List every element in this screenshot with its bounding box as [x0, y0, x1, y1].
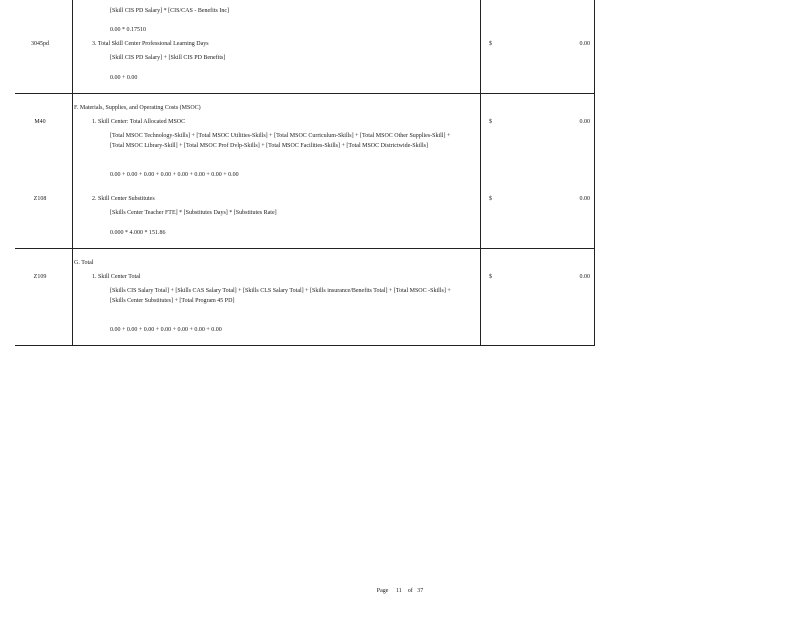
item-values: 0.00 + 0.00 + 0.00 + 0.00 + 0.00 + 0.00 + 0.00: [110, 327, 222, 333]
row-code: 3045pd: [31, 41, 49, 47]
item-formula: [Skill CIS PD Salary] + [Skill CIS PD Benefits]: [110, 55, 226, 61]
currency-symbol: $: [489, 119, 492, 125]
section-title: G. Total: [74, 260, 94, 266]
item-title: 3. Total Skill Center Professional Learning Days: [92, 41, 209, 47]
item-values: 0.000 * 4.000 * 151.86: [110, 230, 166, 236]
item-formula: [Skills CIS Salary Total] + [Skills CAS Salary Total] + [Skills CLS Salary Total] + [Skills insurance/Benefits Total] + [Total MSOC -Skills] + [Skills Center Substitutes] + [Total Program 45 PD]: [110, 288, 451, 304]
table-right-border: [594, 0, 595, 346]
item-values: 0.00 + 0.00 + 0.00 + 0.00 + 0.00 + 0.00 + 0.00 + 0.00: [110, 172, 239, 178]
item-title: 1. Skill Center Total: [92, 274, 141, 280]
row-code: Z108: [33, 196, 47, 202]
item-values: 0.00 + 0.00: [110, 75, 138, 81]
page-word: Page: [376, 588, 389, 594]
row-divider-1: [15, 93, 595, 94]
row-amount: 0.00: [579, 119, 590, 125]
page-number: 11: [395, 588, 402, 594]
col-divider-amount: [480, 0, 481, 346]
row-code: M40: [34, 119, 46, 125]
row-amount: 0.00: [579, 274, 590, 280]
total-pages: 37: [417, 588, 424, 594]
currency-symbol: $: [489, 41, 492, 47]
currency-symbol: $: [489, 274, 492, 280]
item-formula: [Skills Center Teacher FTE] * [Substitutes Days] * [Substitutes Rate]: [110, 210, 277, 216]
row-amount: 0.00: [579, 196, 590, 202]
col-divider-code: [72, 0, 73, 346]
prev-values: 0.00 * 0.17510: [110, 27, 146, 33]
row-code: Z109: [33, 274, 47, 280]
currency-symbol: $: [489, 196, 492, 202]
table-bottom-border: [15, 345, 595, 346]
of-word: of: [407, 588, 413, 594]
row-amount: 0.00: [579, 41, 590, 47]
row-divider-2: [15, 248, 595, 249]
item-formula: [Total MSOC Technology-Skills] + [Total MSOC Utilities-Skills] + [Total MSOC Curriculum-Skills] + [Total MSOC Other Supplies-Skill] + [Total MSOC Library-Skill] + [Total MSOC Prof Dvlp-Skills] + [Total MSOC Facilities-Skills] + [Total MSOC Districtwide-Skills]: [110, 133, 451, 149]
item-title: 2. Skill Center Substitutes: [92, 196, 155, 202]
section-title: F. Materials, Supplies, and Operating Costs (MSOC): [74, 105, 201, 111]
item-title: 1. Skill Center: Total Allocated MSOC: [92, 119, 186, 125]
page-footer: [0, 588, 800, 594]
prev-formula: [Skill CIS PD Salary] * [CIS/CAS - Benefits Inc]: [110, 8, 229, 14]
